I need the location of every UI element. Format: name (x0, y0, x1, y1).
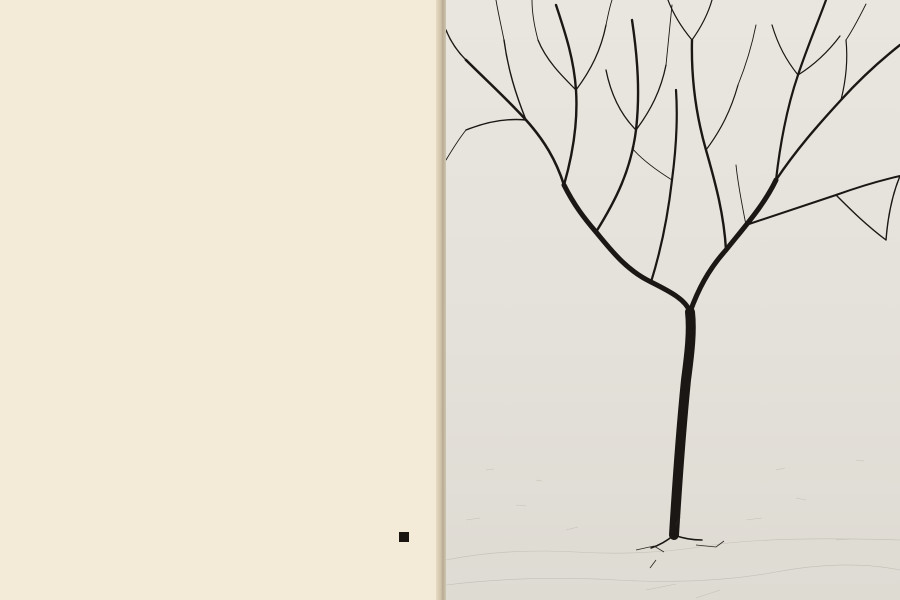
photo-page (446, 0, 900, 600)
square-mark-icon (399, 532, 409, 542)
catalog-page (0, 0, 440, 600)
tree-photograph (446, 0, 900, 600)
